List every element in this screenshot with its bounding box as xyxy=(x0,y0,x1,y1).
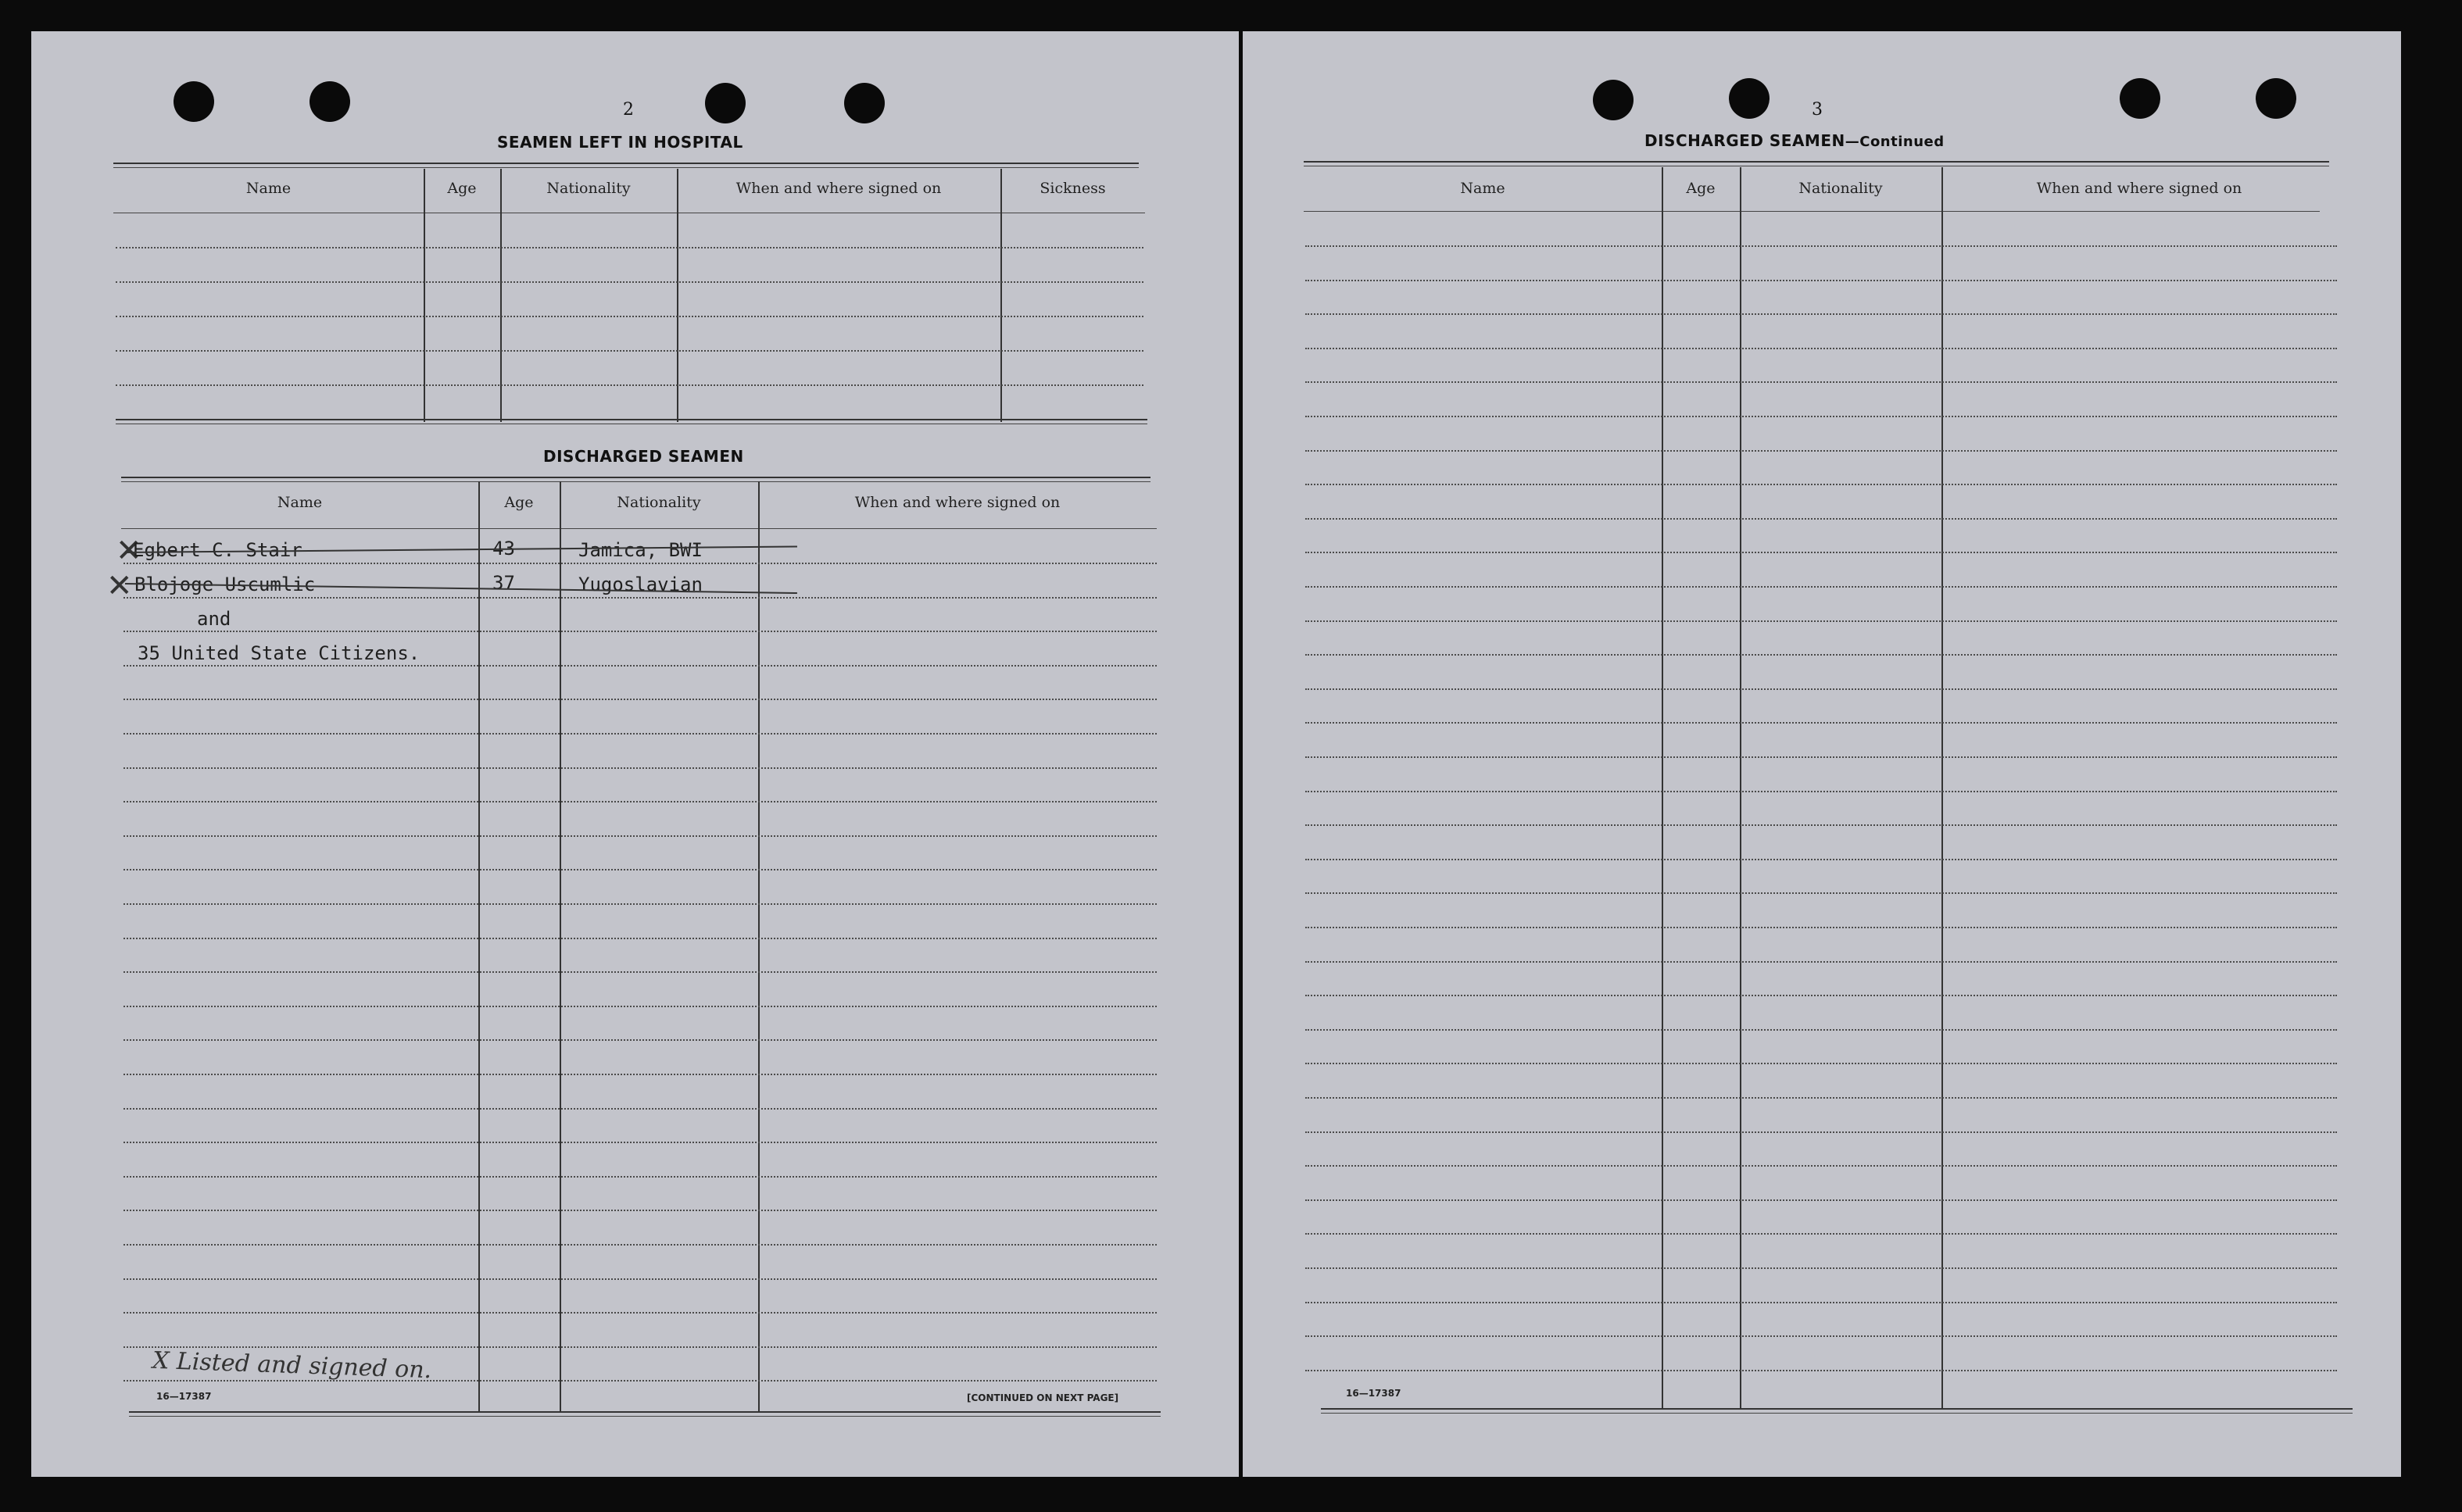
left-page xyxy=(31,31,1239,1477)
ruled-line xyxy=(123,699,1157,700)
ruled-line xyxy=(1305,620,2337,622)
ruled-line xyxy=(1305,688,2337,690)
page-title xyxy=(1644,131,1945,150)
ruled-line xyxy=(1305,586,2337,588)
ruled-line xyxy=(123,938,1157,939)
punch-hole xyxy=(174,81,214,122)
ruled-line xyxy=(1305,859,2337,860)
entry-age: 43 xyxy=(492,538,515,559)
ruled-line xyxy=(1305,995,2337,996)
ruled-line xyxy=(123,1142,1157,1143)
ruled-line xyxy=(1305,484,2337,485)
title-main: DISCHARGED SEAMEN xyxy=(1644,131,1845,150)
ruled-line xyxy=(123,869,1157,870)
punch-hole xyxy=(1593,80,1634,120)
title-suffix: —Continued xyxy=(1845,134,1945,150)
ruled-line xyxy=(123,631,1157,632)
x-mark: ✕ xyxy=(116,533,142,569)
ruled-line xyxy=(123,1346,1157,1348)
ruled-line xyxy=(1305,416,2337,417)
punch-hole xyxy=(2256,78,2296,119)
ruled-line xyxy=(1305,927,2337,928)
ruled-line xyxy=(123,1312,1157,1314)
ruled-line xyxy=(123,767,1157,769)
ruled-line xyxy=(1305,1097,2337,1099)
ruled-line xyxy=(1305,245,2337,247)
ruled-line xyxy=(1305,791,2337,792)
ruled-line xyxy=(1305,450,2337,452)
ruled-line xyxy=(1305,381,2337,383)
ruled-line xyxy=(123,903,1157,905)
form-number: 16—17387 xyxy=(156,1391,212,1402)
x-mark: ✕ xyxy=(106,568,133,604)
ruled-line xyxy=(1305,1165,2337,1167)
ruled-line xyxy=(1305,1063,2337,1064)
ruled-line xyxy=(123,1006,1157,1007)
ruled-line xyxy=(1305,313,2337,315)
ruled-line xyxy=(1305,518,2337,520)
discharged-col-signed-on: When and where signed on xyxy=(854,494,1061,511)
discharged-col-nationality: Nationality xyxy=(617,494,701,511)
ruled-line xyxy=(1305,1302,2337,1303)
punch-hole xyxy=(844,83,885,123)
punch-hole xyxy=(1729,78,1770,119)
entry-name: Blojoge Uscumlic xyxy=(134,574,316,595)
ruled-line xyxy=(123,1380,1157,1382)
ruled-line xyxy=(1305,892,2337,894)
ruled-line xyxy=(123,1210,1157,1211)
ruled-line xyxy=(123,801,1157,802)
ruled-line xyxy=(1305,1131,2337,1133)
entry-nationality: Jamica, BWI xyxy=(578,539,703,561)
hospital-col-signed-on: When and where signed on xyxy=(735,180,942,197)
page-number: 3 xyxy=(1812,100,1823,120)
page-number: 2 xyxy=(623,100,634,120)
hospital-col-nationality: Nationality xyxy=(546,180,631,197)
col-age: Age xyxy=(1686,180,1716,197)
punch-hole xyxy=(310,81,350,122)
handwritten-note: X Listed and signed on. xyxy=(152,1346,432,1385)
discharged-section-title: DISCHARGED SEAMEN xyxy=(543,447,744,466)
ruled-line xyxy=(1305,654,2337,656)
ruled-line xyxy=(123,1074,1157,1075)
hospital-col-name: Name xyxy=(245,180,292,197)
ruled-line xyxy=(123,563,1157,564)
ruled-line xyxy=(123,1176,1157,1178)
ruled-line xyxy=(1305,756,2337,758)
col-signed-on: When and where signed on xyxy=(2036,180,2242,197)
ruled-line xyxy=(123,1039,1157,1041)
ruled-line xyxy=(1305,552,2337,553)
punch-hole xyxy=(2120,78,2160,119)
ruled-line xyxy=(1305,1199,2337,1201)
entry-name: and xyxy=(197,608,231,630)
ruled-line xyxy=(1305,1267,2337,1269)
ruled-line xyxy=(1305,1335,2337,1337)
ruled-line xyxy=(1305,1029,2337,1031)
continued-note: [CONTINUED ON NEXT PAGE] xyxy=(967,1392,1119,1403)
ruled-line xyxy=(123,1278,1157,1280)
hospital-col-age: Age xyxy=(447,180,477,197)
entry-name: Egbert C. Stair xyxy=(133,539,302,561)
ruled-line xyxy=(123,733,1157,735)
discharged-col-name: Name xyxy=(277,494,323,511)
hospital-section-title: SEAMEN LEFT IN HOSPITAL xyxy=(497,133,743,152)
ruled-line xyxy=(123,971,1157,973)
ruled-line xyxy=(123,1108,1157,1110)
entry-name: 35 United State Citizens. xyxy=(138,642,420,664)
discharged-col-age: Age xyxy=(504,494,534,511)
ruled-line xyxy=(1305,1370,2337,1371)
entry-age: 37 xyxy=(492,572,515,594)
ruled-line xyxy=(1305,280,2337,281)
col-name: Name xyxy=(1460,180,1505,197)
ruled-line xyxy=(123,597,1157,599)
hospital-col-sickness: Sickness xyxy=(1040,180,1106,197)
punch-hole xyxy=(705,83,746,123)
ruled-line xyxy=(123,835,1157,837)
ruled-line xyxy=(1305,1233,2337,1235)
ruled-line xyxy=(1305,722,2337,724)
ruled-line xyxy=(123,1244,1157,1246)
ruled-line xyxy=(123,665,1157,667)
entry-nationality: Yugoslavian xyxy=(578,574,703,595)
right-page xyxy=(1243,31,2401,1477)
ruled-line xyxy=(1305,824,2337,826)
ruled-line xyxy=(1305,961,2337,963)
ruled-line xyxy=(1305,348,2337,349)
form-number: 16—17387 xyxy=(1346,1388,1401,1399)
col-nationality: Nationality xyxy=(1798,180,1883,197)
